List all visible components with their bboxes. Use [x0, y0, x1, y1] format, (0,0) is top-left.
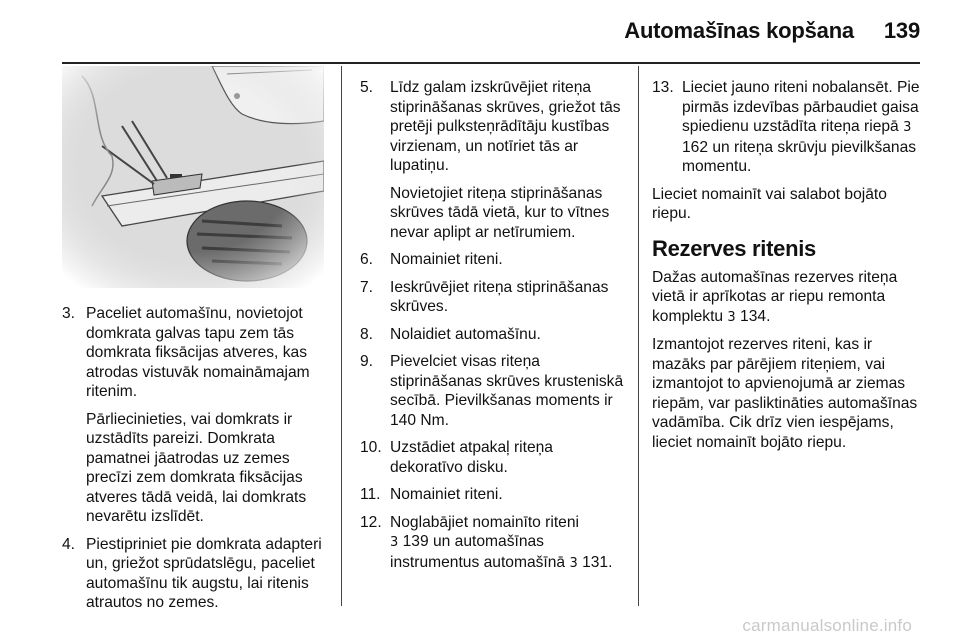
- step-4: [62, 535, 332, 613]
- step-text-part: Lieciet jauno riteni nobalansēt. Pie pirmās izdevības pārbaudiet gaisa spiedienu uzstādīta riteņa riepā: [682, 79, 920, 135]
- steps-list-middle: [360, 78, 628, 573]
- step-number: 7.: [360, 278, 374, 296]
- step-text: [682, 78, 924, 177]
- step-number: 6.: [360, 251, 374, 268]
- section-title: Automašīnas kopšana: [624, 18, 854, 43]
- step-8: [360, 325, 628, 345]
- step-text: Nolaidiet automašīnu.: [390, 325, 541, 343]
- step-text: Uzstādiet atpakaļ riteņa dekoratīvo disku.: [390, 439, 553, 476]
- header-rule: [62, 62, 920, 64]
- page-header: [624, 18, 920, 44]
- step-13: [652, 78, 924, 177]
- column-middle: [360, 78, 628, 581]
- step-number: 8.: [360, 325, 374, 343]
- step-text: Paceliet automašīnu, novietojot domkrata galvas tapu zem tās domkrata fiksācijas atveres, kas atrodas vistuvāk nomaināmajam ritenim.: [86, 305, 310, 400]
- step-number: 9.: [360, 353, 374, 370]
- step-7: [360, 278, 628, 317]
- step-12: [360, 513, 628, 574]
- page-ref-link[interactable]: 134: [740, 307, 767, 325]
- page-ref-icon: 3: [727, 309, 736, 325]
- step-number: 5.: [360, 79, 374, 96]
- column-divider-2: [638, 66, 639, 606]
- page-ref-link[interactable]: 162: [682, 138, 709, 156]
- steps-list-right: [652, 78, 924, 177]
- step-10: [360, 438, 628, 477]
- step-9: [360, 352, 628, 430]
- paragraph-text-part: Dažas automašīnas rezerves riteņa vietā ir aprīkotas ar riepu remonta komplektu: [652, 268, 898, 325]
- step-number: 12.: [360, 513, 382, 531]
- step-text-part: un automašīnas instrumentus automašīnā: [390, 533, 566, 571]
- step-text: Nomainiet riteni.: [390, 251, 503, 268]
- page-ref-icon: 3: [390, 535, 399, 550]
- page-number: 139: [883, 18, 920, 43]
- page-ref-link[interactable]: 131: [582, 553, 609, 571]
- step-3: [62, 304, 332, 527]
- page-ref-icon: 3: [903, 120, 912, 135]
- column-left: [62, 78, 332, 621]
- step-text: Piestipriniet pie domkrata adapteri un, griežot sprūdatslēgu, paceliet automašīnu tik augstu, lai ritenis atrautos no zemes.: [86, 535, 322, 611]
- step-text: Pievelciet visas riteņa stiprināšanas skrūves krusteniskā secībā. Pievilkšanas moments ir 140 Nm.: [390, 353, 624, 429]
- step-number: 11.: [360, 486, 381, 503]
- steps-list-left: [62, 304, 332, 613]
- step-number: 10.: [360, 439, 382, 456]
- step-text: Nomainiet riteni.: [390, 486, 503, 503]
- step-text: [390, 513, 628, 574]
- watermark: carmanualsonline.info: [742, 616, 912, 635]
- step-11: [360, 485, 628, 505]
- step-number: 3.: [62, 305, 76, 322]
- paragraph-spare-wheel-warning: Izmantojot rezerves riteni, kas ir mazāks par pārējiem riteņiem, vai izmantojot to apvienojumā ar ziemas riepām, var pasliktināties automašīnas vadāmība. Cik drīz vien iespējams, lieciet nomainīt bojāto riepu.: [652, 336, 918, 451]
- page-ref-icon: 3: [569, 555, 578, 571]
- step-6: [360, 250, 628, 270]
- column-right: [652, 78, 924, 460]
- step-text: Ieskrūvējiet riteņa stiprināšanas skrūves.: [390, 278, 609, 315]
- step-text-part: un riteņa skrūvju pievilkšanas momentu.: [682, 138, 917, 175]
- paragraph-repair-kit: [652, 268, 924, 328]
- step-5: [360, 78, 628, 242]
- step-number: 13.: [652, 79, 674, 96]
- paragraph-replace-tyre: Lieciet nomainīt vai salabot bojāto riepu.: [652, 185, 887, 222]
- section-heading: Rezerves ritenis: [652, 235, 816, 261]
- paragraph-text-part: .: [766, 307, 771, 325]
- step-text: Līdz galam izskrūvējiet riteņa stiprināšanas skrūves, griežot tās pretēji pulksteņrādītāju kustības virzienam, un notīriet tās ar lupatiņu.: [390, 79, 621, 174]
- step-text-part: .: [608, 553, 613, 571]
- step-text-part: Noglabājiet nomainīto riteni: [390, 513, 579, 531]
- page-ref-link[interactable]: 139: [402, 533, 429, 550]
- step-note: Pārliecinieties, vai domkrats ir uzstādīts pareizi. Domkrata pamatnei jāatrodas uz zemes precīzi zem domkrata fiksācijas atveres tādā veidā, lai domkrats nevarētu izslīdēt.: [86, 410, 307, 525]
- step-number: 4.: [62, 535, 76, 553]
- step-note: Novietojiet riteņa stiprināšanas skrūves tādā vietā, kur to vītnes nevar aplipt ar netīrumiem.: [390, 184, 610, 241]
- column-divider-1: [341, 66, 342, 606]
